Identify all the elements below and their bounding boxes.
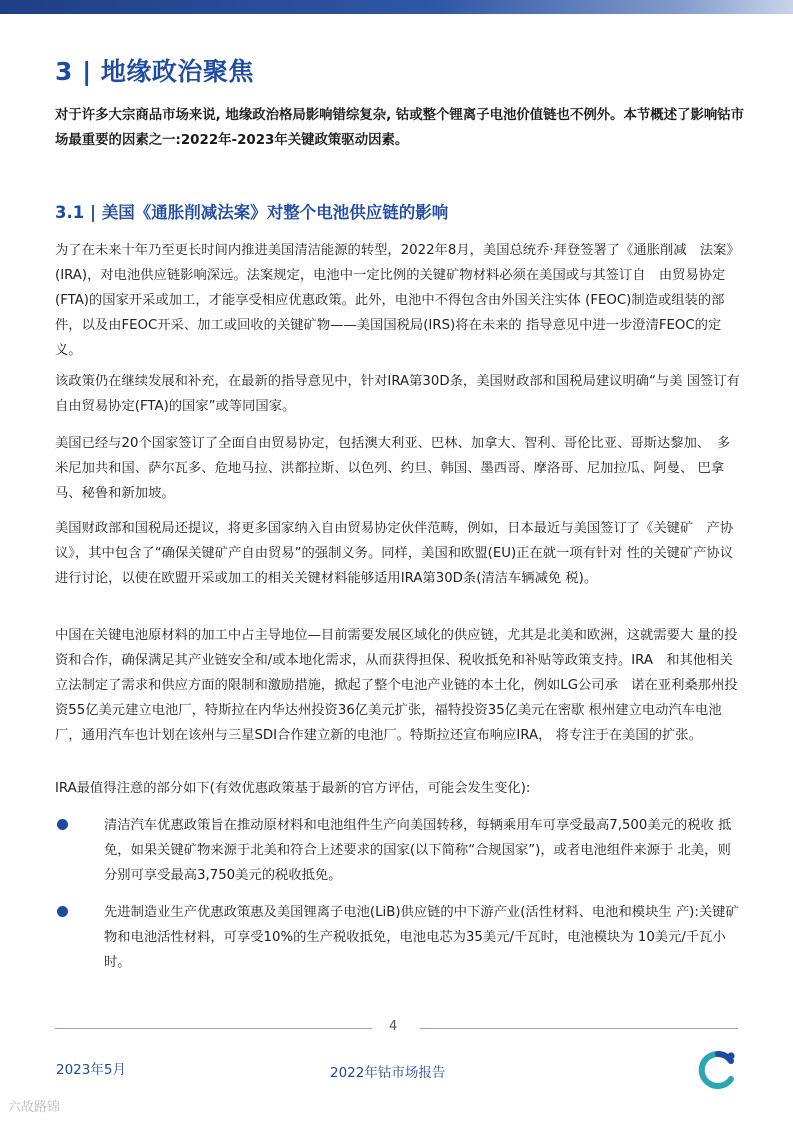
footer-divider-right xyxy=(420,1028,738,1029)
section-title: 3 | 地缘政治聚焦 xyxy=(55,57,254,86)
watermark: 六故路锦 xyxy=(8,1100,61,1115)
paragraph: 美国已经与20个国家签订了全面自由贸易协定，包括澳大利亚、巴林、加拿大、智利、哥伦比亚、哥斯达黎加、 多米尼加共和国、萨尔瓦多、危地马拉、洪都拉斯、以色列、约旦、韩国、墨西哥、摩洛哥、尼加拉瓜、阿曼、 巴拿马、秘鲁和新加坡。 xyxy=(55,436,731,501)
cobalt-institute-logo-icon xyxy=(698,1050,738,1090)
bullet-dot-icon xyxy=(57,819,68,830)
header-color-bar xyxy=(0,0,793,14)
paragraph: IRA最值得注意的部分如下(有效优惠政策基于最新的官方评估，可能会发生变化): xyxy=(55,781,531,796)
bullet-dot-icon xyxy=(57,906,68,917)
paragraph: 美国财政部和国税局还提议，将更多国家纳入自由贸易协定伙伴范畴，例如，日本最近与美国签订了《关键矿 产协议》，其中包含了“确保关键矿产自由贸易”的强制义务。同样，美国和欧盟(EU)正在就一项有针对 性的关键矿产协议进行讨论，以使在欧盟开采或加工的相关关键材料能够适用IRA第30D条(清洁车辆减免 税)。 xyxy=(55,521,734,586)
footer-report-title: 2022年钴市场报告 xyxy=(330,1065,446,1081)
bullet-item: 先进制造业生产优惠政策惠及美国锂离子电池(LiB)供应链的中下游产业(活性材料、电池和模块生 产):关键矿物和电池活性材料，可享受10%的生产税收抵免，电池电芯为35美元/千瓦时，电池模块为 10美元/千瓦小时。 xyxy=(104,905,739,970)
footer-divider-left xyxy=(55,1028,372,1029)
footer-date: 2023年5月 xyxy=(56,1062,126,1078)
page-number: 4 xyxy=(389,1019,398,1034)
paragraph: 为了在未来十年乃至更长时间内推进美国清洁能源的转型，2022年8月，美国总统乔·拜登签署了《通胀削减 法案》(IRA)，对电池供应链影响深远。法案规定，电池中一定比例的关键矿物材料必须在美国或与其签订自 由贸易协定(FTA)的国家开采或加工，才能享受相应优惠政策。此外，电池中不得包含由外国关注实体 (FEOC)制造或组装的部件，以及由FEOC开采、加工或回收的关键矿物——美国国税局(IRS)将在未来的 指导意见中进一步澄清FEOC的定义。 xyxy=(55,243,740,358)
paragraph: 该政策仍在继续发展和补充，在最新的指导意见中，针对IRA第30D条，美国财政部和国税局建议明确“与美 国签订有自由贸易协定(FTA)的国家”或等同国家。 xyxy=(55,374,740,414)
paragraph: 中国在关键电池原材料的加工中占主导地位—目前需要发展区域化的供应链，尤其是北美和欧洲，这就需要大 量的投资和合作，确保满足其产业链安全和/或本地化需求，从而获得担保、税收抵免和补贴等政策支持。IRA 和其他相关立法制定了需求和供应方面的限制和激励措施，掀起了整个电池产业链的本土化，例如LG公司承 诺在亚利桑那州投资55亿美元建立电池厂，特斯拉在内华达州投资36亿美元扩张，福特投资35亿美元在密歇 根州建立电动汽车电池厂，通用汽车也计划在该州与三星SDI合作建立新的电池厂。特斯拉还宣布响应IRA， 将专注于在美国的扩张。 xyxy=(55,628,738,743)
bullet-item: 清洁汽车优惠政策旨在推动原材料和电池组件生产向美国转移，每辆乘用车可享受最高7,500美元的税收 抵免，如果关键矿物来源于北美和符合上述要求的国家(以下简称“合规国家”)，或者电池组件来源于 北美，则分别可享受最高3,750美元的税收抵免。 xyxy=(104,818,732,883)
subsection-title: 3.1 | 美国《通胀削减法案》对整个电池供应链的影响 xyxy=(55,203,449,222)
section-intro: 对于许多大宗商品市场来说, 地缘政治格局影响错综复杂, 钴或整个锂离子电池价值链也不例外。本节概述了影响钴市场最重要的因素之一:2022年-2023年关键政策驱动因素。 xyxy=(55,108,745,148)
